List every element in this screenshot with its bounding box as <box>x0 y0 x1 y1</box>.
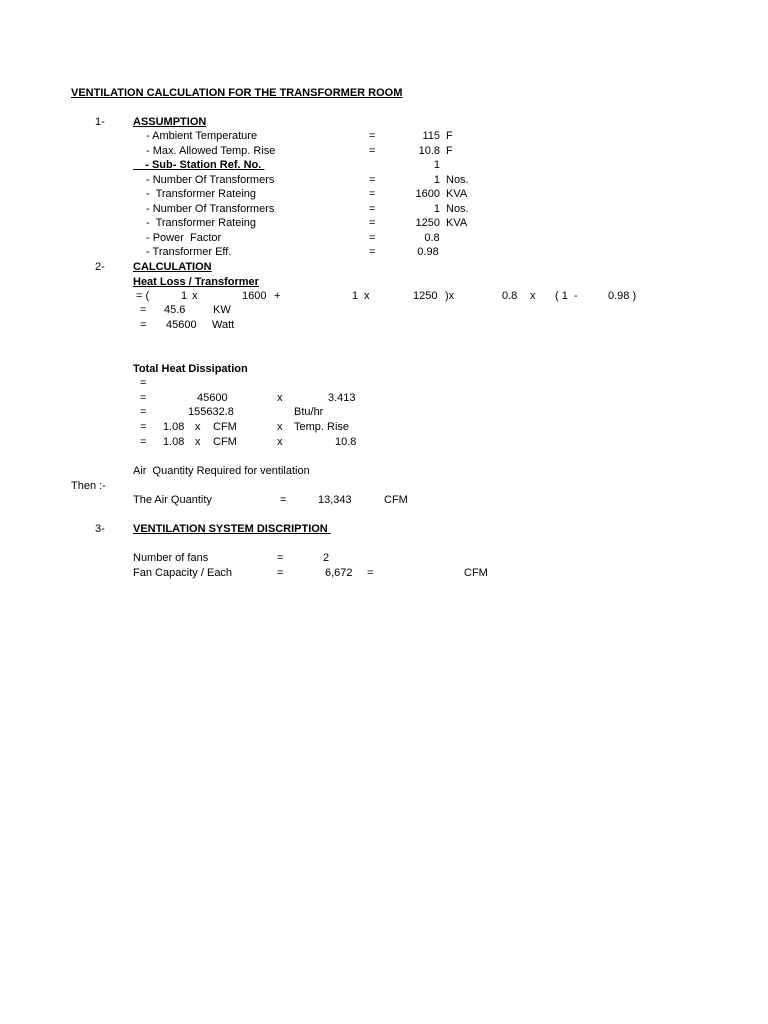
rating-1-value: 1600 <box>415 188 440 200</box>
watt-unit: Watt <box>212 319 235 331</box>
formula-x3: x <box>530 290 536 302</box>
temp-rise-label: - Max. Allowed Temp. Rise <box>146 145 276 157</box>
td3-k: 1.08 <box>163 421 185 433</box>
air-qty-label: The Air Quantity <box>133 494 212 506</box>
num-trans-2-label: - Number Of Transformers <box>146 203 275 215</box>
section-number-1: 1- <box>95 116 105 128</box>
rating-2-label: - Transformer Rateing <box>146 217 257 229</box>
td3-tr: Temp. Rise <box>294 421 350 433</box>
system-heading <box>133 523 331 536</box>
air-qty-eq: = <box>280 494 287 506</box>
num-trans-2-value: 1 <box>433 203 440 215</box>
pf-label: - Power Factor <box>146 232 222 244</box>
rating-1-label: - Transformer Rateing <box>146 188 257 200</box>
td3-eq: = <box>140 421 147 433</box>
formula-open: = ( <box>136 290 150 302</box>
kw-eq: = <box>140 304 147 316</box>
rating-1-unit: KVA <box>446 188 468 200</box>
td4-cfm: CFM <box>213 436 237 448</box>
substation-label-text: - Sub- Station Ref. No. <box>145 159 262 171</box>
td4-k: 1.08 <box>163 436 185 448</box>
substation-value: 1 <box>433 159 440 171</box>
td1-v1: 45600 <box>197 392 228 404</box>
temp-rise-eq: = <box>369 145 376 157</box>
formula-paren: ( 1 - <box>555 290 578 302</box>
td1-v2: 3.413 <box>328 392 356 404</box>
air-qty-unit: CFM <box>384 494 408 506</box>
td1-eq: = <box>140 392 147 404</box>
air-required-label: Air Quantity Required for ventilation <box>133 465 310 477</box>
eff-eq: = <box>369 246 376 258</box>
num-trans-1-unit: Nos. <box>446 174 469 186</box>
eff-value: 0.98 <box>417 246 439 258</box>
heat-loss-heading: Heat Loss / Transformer <box>133 276 259 288</box>
watt-eq: = <box>140 319 147 331</box>
formula-close-x: )x <box>445 290 455 302</box>
formula-eff: 0.98 ) <box>608 290 637 302</box>
capacity-value: 6,672 <box>325 567 353 579</box>
formula-n1: 1 <box>181 290 188 302</box>
ambient-eq: = <box>369 130 376 142</box>
rating-2-eq: = <box>369 217 376 229</box>
td2-eq: = <box>140 406 147 418</box>
td3-x2: x <box>277 421 283 433</box>
rating-1-eq: = <box>369 188 376 200</box>
num-trans-1-label: - Number Of Transformers <box>146 174 275 186</box>
formula-plus: + <box>274 290 281 302</box>
ambient-unit: F <box>446 130 453 142</box>
td4-x1: x <box>195 436 201 448</box>
formula-r2: 1250 <box>413 290 438 302</box>
td3-cfm: CFM <box>213 421 237 433</box>
eff-label: - Transformer Eff. <box>146 246 232 258</box>
watt-value: 45600 <box>166 319 197 331</box>
formula-n2: 1 <box>352 290 359 302</box>
ambient-value: 115 <box>422 130 440 142</box>
td4-eq: = <box>140 436 147 448</box>
kw-unit: KW <box>213 304 231 316</box>
fans-label: Number of fans <box>133 552 209 564</box>
pf-eq: = <box>369 232 376 244</box>
td4-x2: x <box>277 436 283 448</box>
substation-label <box>133 159 264 172</box>
formula-r1: 1600 <box>242 290 267 302</box>
fans-value: 2 <box>323 552 330 564</box>
calculation-heading: CALCULATION <box>133 261 212 273</box>
num-trans-2-eq: = <box>369 203 376 215</box>
total-heat-heading: Total Heat Dissipation <box>133 363 248 375</box>
temp-rise-unit: F <box>446 145 453 157</box>
assumption-heading: ASSUMPTION <box>133 116 207 128</box>
ambient-label: - Ambient Temperature <box>146 130 258 142</box>
num-trans-1-eq: = <box>369 174 376 186</box>
system-heading-text: VENTILATION SYSTEM DISCRIPTION <box>133 523 328 535</box>
fans-eq: = <box>277 552 284 564</box>
rating-2-unit: KVA <box>446 217 468 229</box>
td3-x1: x <box>195 421 201 433</box>
section-number-2: 2- <box>95 261 105 273</box>
num-trans-1-value: 1 <box>433 174 440 186</box>
section-number-3: 3- <box>95 523 105 535</box>
td2-v1: 155632.8 <box>188 406 234 418</box>
then-label: Then :- <box>71 480 106 492</box>
page-title: VENTILATION CALCULATION FOR THE TRANSFORMER ROOM <box>71 87 403 99</box>
formula-x2: x <box>364 290 370 302</box>
pf-value: 0.8 <box>424 232 440 244</box>
num-trans-2-unit: Nos. <box>446 203 469 215</box>
td4-tr: 10.8 <box>335 436 357 448</box>
temp-rise-value: 10.8 <box>418 145 440 157</box>
air-qty-value: 13,343 <box>318 494 352 506</box>
capacity-eq: = <box>277 567 284 579</box>
rating-2-value: 1250 <box>415 217 440 229</box>
kw-value: 45.6 <box>164 304 186 316</box>
td-eq0: = <box>140 377 147 389</box>
td2-unit: Btu/hr <box>294 406 324 418</box>
formula-x1: x <box>192 290 198 302</box>
capacity-unit: CFM <box>464 567 488 579</box>
formula-pf: 0.8 <box>502 290 518 302</box>
td1-x: x <box>277 392 283 404</box>
capacity-label: Fan Capacity / Each <box>133 567 233 579</box>
capacity-eq2: = <box>367 567 374 579</box>
